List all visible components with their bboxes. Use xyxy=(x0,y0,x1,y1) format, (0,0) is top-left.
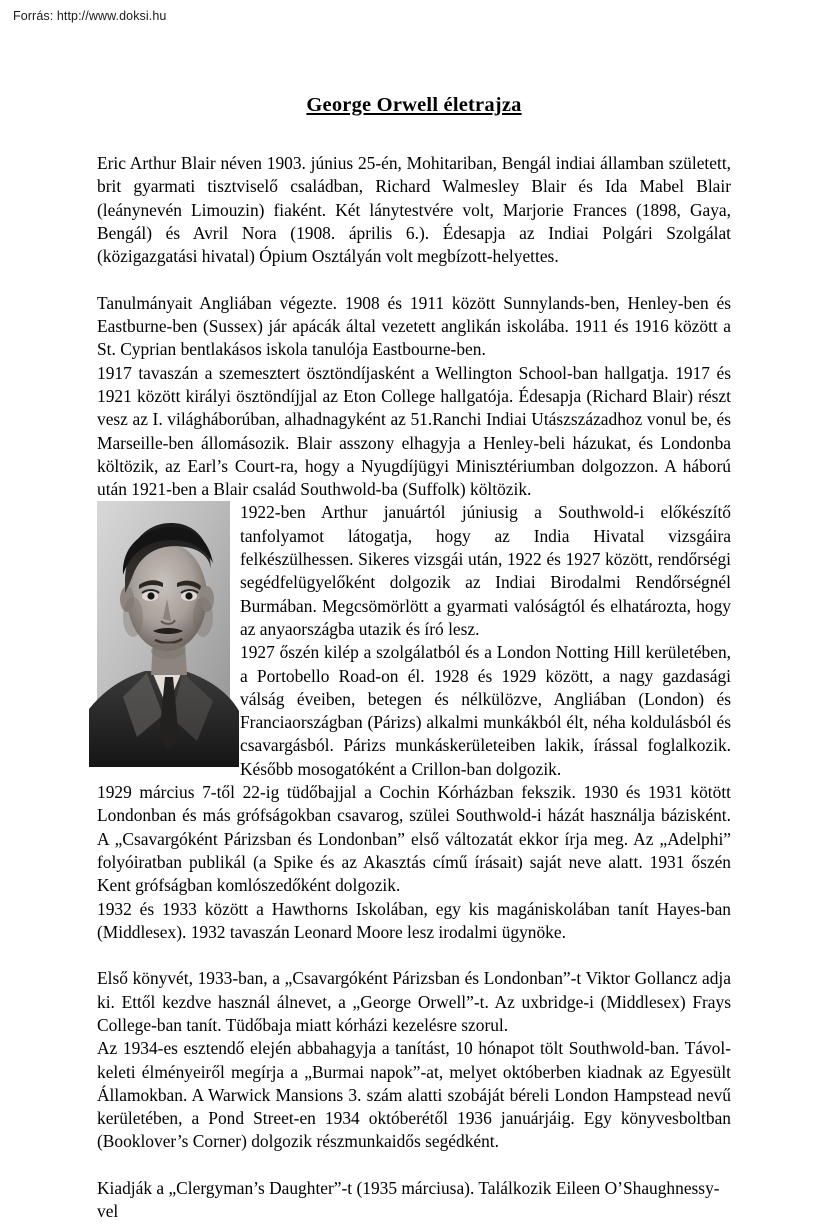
paragraph-5: 1927 őszén kilép a szolgálatból és a London Notting Hill kerületében, a Portobello Road-on él. 1928 és 1929 között, a nagy gazdasági válság éveiben, betegen és nélkülözve, Angliában (London) és Franciaországban (Párizs) alkalmi munkákból élt, néha koldulásból és csavargásból. Párizs munkáskerületeiben lakik, írással foglalkozik. Később mosogatóként a Crillon-ban dolgozik. xyxy=(240,642,731,779)
paragraph-8: Első könyvét, 1933-ban, a „Csavargóként Párizsban és Londonban”-t Viktor Gollancz adja ki. Ettől kezdve használ álnevet, a „George Orwell”-t. Az uxbridge-i (Middlesex) Frays College-ban tanít. Tüdőbaja miatt kórházi kezelésre szorul. xyxy=(97,968,731,1035)
orwell-portrait-image xyxy=(97,501,230,767)
paragraph-9: Az 1934-es esztendő elején abbahagyja a tanítást, 10 hónapot tölt Southwold-ban. Távol-keleti élményeiről megírja a „Burmai napok”-at, melyet októberben kiadnak az Egyesült Államokban. A Warwick Mansions 3. szám alatti szobáját béreli London Hampstead nevű kerületében, a Pond Street-en 1934 októberétől 1936 januárjáig. Egy könyvesboltban (Booklover’s Corner) dolgozik részmunkaidős segédként. xyxy=(97,1038,731,1152)
paragraph-spacer xyxy=(97,268,731,291)
page-title-text: George Orwell életrajza xyxy=(306,94,522,116)
page-title xyxy=(97,92,731,118)
paragraph-3: 1917 tavaszán a szemesztert ösztöndíjasként a Wellington School-ban hallgatja. 1917 és 1921 között királyi ösztöndíjjal az Eton College hallgatója. Édesapja (Richard Blair) részt vesz az I. világháborúban, alhadnagyként az 51.Ranchi Indiai Utászszázadhoz vonul be, és Marseille-ben állomásozik. Blair asszony elhagyja a Henley-beli házukat, és Londonba költözik, az Earl’s Court-ra, hogy a Nyugdíjügyi Minisztériumban dolgozzon. A háború után 1921-ben a Blair család Southwold-ba (Suffolk) költözik. xyxy=(97,362,731,500)
source-url-header: Forrás: http://www.doksi.hu xyxy=(13,9,167,23)
paragraph-4: 1922-ben Arthur januártól júniusig a Southwold-i előkészítő tanfolyamot látogatja, hogy az India Hivatal vizsgáira felkészülhessen. Sikeres vizsgái után, 1922 és 1927 között, rendőrségi segédfelügyelőként dolgozik az Indiai Birodalmi Rendőrségnél Burmában. Megcsömörlött a gyarmati valóságtól és elhatározta, hogy az anyaországba utazik és író lesz. xyxy=(240,502,731,639)
paragraph-spacer-3 xyxy=(97,1154,731,1177)
paragraph-spacer-2 xyxy=(97,944,731,967)
paragraph-6: 1929 március 7-től 22-ig tüdőbajjal a Cochin Kórházban fekszik. 1930 és 1931 kötött Londonban és más grófságokban csavarog, szülei Southwold-i házát használja bázisként. A „Csavargóként Párizsban és Londonban” első változatát ekkor írja meg. Az „Adelphi” folyóiratban publikál (a Spike és az Akasztás című írásait) saját neve alatt. 1931 őszén Kent grófságban komlószedőként dolgozik. xyxy=(97,782,731,896)
paragraph-2: Tanulmányait Angliában végezte. 1908 és 1911 között Sunnylands-ben, Henley-ben és Eastburne-ben (Sussex) jár apácák által vezetett anglikán iskolába. 1911 és 1916 között a St. Cyprian bentlakásos iskola tanulója Eastbourne-ben. xyxy=(97,292,731,360)
paragraph-1: Eric Arthur Blair néven 1903. június 25-én, Mohitariban, Bengál indiai államban született, brit gyarmati tisztviselő családban, Richard Walmesley Blair és Ida Mabel Blair (leánynevén Limouzin) fiaként. Két lánytestvére volt, Marjorie Frances (1898, Gaya, Bengál) és Avril Nora (1908. április 6.). Édesapja az Indiai Polgári Szolgálat (közigazgatási hivatal) Ópium Osztályán volt megbízott-helyettes. xyxy=(97,153,731,267)
document-body xyxy=(97,92,731,1224)
portrait-illustration xyxy=(97,501,230,767)
paragraph-7: 1932 és 1933 között a Hawthorns Iskolában, egy kis magániskolában tanít Hayes-ban (Middlesex). 1932 tavaszán Leonard Moore lesz irodalmi ügynöke. xyxy=(97,898,731,942)
paragraph-10: Kiadják a „Clergyman’s Daughter”-t (1935 márciusa). Találkozik Eileen O’Shaughnessy-vel xyxy=(97,1178,720,1222)
